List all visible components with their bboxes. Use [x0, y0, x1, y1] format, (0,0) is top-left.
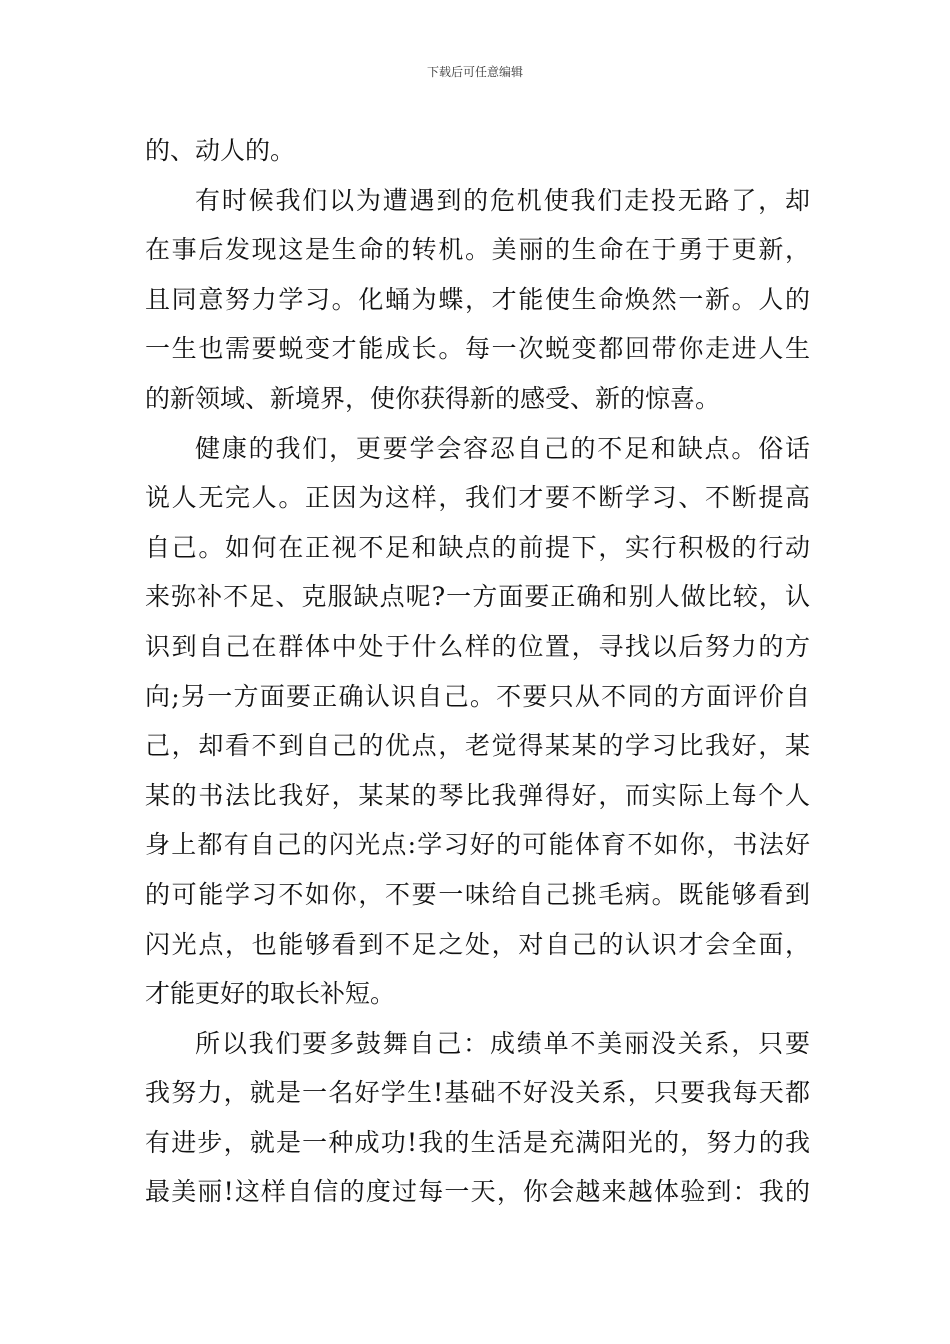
text-line: 的可能学习不如你，不要一味给自己挑毛病。既能够看到 [145, 879, 810, 909]
document-body [145, 126, 810, 1217]
text-line: 且同意努力学习。化蛹为蝶，才能使生命焕然一新。人的 [145, 284, 810, 314]
text-line: 有时候我们以为遭遇到的危机使我们走投无路了，却 [195, 185, 810, 215]
text-line: 向;另一方面要正确认识自己。不要只从不同的方面评价自 [145, 681, 810, 711]
text-line: 健康的我们，更要学会容忍自己的不足和缺点。俗话 [195, 433, 810, 463]
text-line: 的新领域、新境界，使你获得新的感受、新的惊喜。 [145, 383, 721, 413]
text-line: 身上都有自己的闪光点:学习好的可能体育不如你，书法好 [145, 830, 810, 860]
text-line: 某的书法比我好，某某的琴比我弹得好，而实际上每个人 [145, 780, 810, 810]
text-line: 己，却看不到自己的优点，老觉得某某的学习比我好，某 [145, 731, 810, 761]
paragraph-2 [145, 176, 810, 424]
text-line: 闪光点，也能够看到不足之处，对自己的认识才会全面， [145, 929, 810, 959]
text-line: 我努力，就是一名好学生!基础不好没关系，只要我每天都 [145, 1078, 810, 1108]
text-line: 在事后发现这是生命的转机。美丽的生命在于勇于更新， [145, 235, 810, 265]
paragraph-3 [145, 424, 810, 1019]
text-line: 来弥补不足、克服缺点呢?一方面要正确和别人做比较，认 [145, 582, 810, 612]
text-line: 说人无完人。正因为这样，我们才要不断学习、不断提高 [145, 483, 810, 513]
text-line: 有进步，就是一种成功!我的生活是充满阳光的，努力的我 [145, 1127, 810, 1157]
text-line: 识到自己在群体中处于什么样的位置，寻找以后努力的方 [145, 631, 810, 661]
page-header: 下载后可任意编辑 [426, 65, 523, 79]
paragraph-4 [145, 1019, 810, 1217]
paragraph-1 [145, 126, 810, 176]
text-line: 一生也需要蜕变才能成长。每一次蜕变都回带你走进人生 [145, 334, 810, 364]
text-line: 所以我们要多鼓舞自己：成绩单不美丽没关系，只要 [195, 1028, 810, 1058]
text-line: 最美丽!这样自信的度过每一天，你会越来越体验到：我的 [145, 1177, 810, 1207]
text-line: 自己。如何在正视不足和缺点的前提下，实行积极的行动 [145, 532, 810, 562]
text-line: 才能更好的取长补短。 [145, 979, 396, 1009]
text-line: 的、动人的。 [145, 136, 296, 165]
